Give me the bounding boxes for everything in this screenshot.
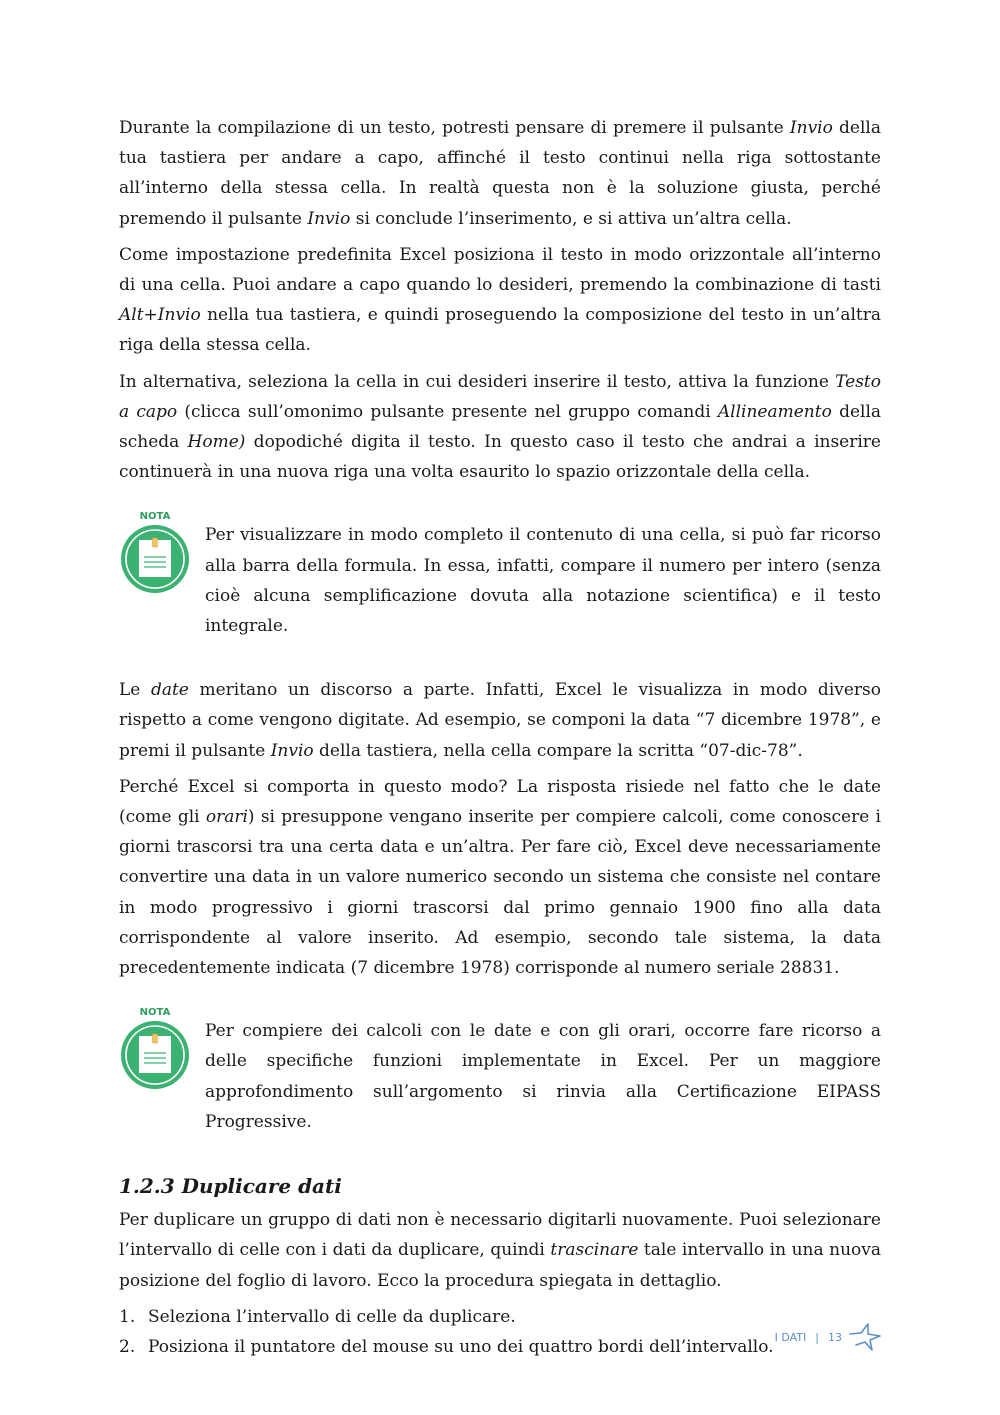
italic-term: Invio (307, 208, 351, 229)
note-text-1: Per visualizzare in modo completo il contenuto di una cella, si può far ricorso alla barra della formula. In essa, infatti, compare il numero per intero (senza cioè alcuna semplificazione dovuta alla notazione scientifica) e il testo integrale. (205, 525, 881, 637)
list-item (119, 1302, 881, 1332)
paragraph-2: Come impostazione predefinita Excel posiziona il testo in modo orizzontale all’interno di una cella. Puoi andare a capo quando lo desideri, premendo la combinazione di tasti Alt+Invio nella tua tastiera, e quindi proseguendo la composizione del testo in un’altra riga della stessa cella. (119, 244, 881, 356)
italic-term: trascinare (550, 1240, 639, 1261)
paragraph-3: In alternativa, seleziona la cella in cui desideri inserire il testo, attiva la funzione Testo a capo (clicca sull’omonimo pulsante presente nel gruppo comandi Allineamento della scheda Home) dopodiché digita il testo. In questo caso il testo che andrai a inserire continuerà in una nuova riga una volta esaurito lo spazio orizzontale della cella. (119, 371, 882, 483)
note-label: NOTA (139, 511, 171, 523)
page-number: 13 (828, 1330, 842, 1344)
italic-term: Invio (270, 740, 314, 761)
note-icon (119, 506, 191, 598)
italic-term: date (150, 680, 189, 701)
step-text: Seleziona l’intervallo di celle da duplicare. (148, 1306, 516, 1327)
note-box-2 (119, 1007, 881, 1137)
note-box-1 (119, 511, 881, 641)
italic-term: Invio (789, 118, 833, 138)
step-text: Posiziona il puntatore del mouse su uno dei quattro bordi dell’intervallo. (148, 1336, 774, 1357)
italic-term: Allineamento (717, 401, 832, 422)
section-heading: 1.2.3 Duplicare dati (119, 1174, 342, 1199)
page-content (119, 113, 881, 1362)
list-item (119, 1332, 881, 1362)
italic-term: Alt+Invio (119, 305, 201, 326)
note-icon (119, 1002, 191, 1094)
paragraph-5: Perché Excel si comporta in questo modo? La risposta risiede nel fatto che le date (come gli orari) si presuppone vengano inserite per compiere calcoli, come conoscere i giorni trascorsi tra una certa data e un’altra. Per fare ciò, Excel deve necessariamente convertire una data in un valore numerico secondo un sistema che consiste nel contare in modo progressivo i giorni trascorsi dal primo gennaio 1900 fino alla data corrispondente al valore inserito. Ad esempio, secondo tale sistema, la data precedentemente indicata (7 dicembre 1978) corrisponde al numero seriale 28831. (119, 776, 881, 979)
step-number: 1. (119, 1306, 136, 1327)
italic-term: Testo a capo (119, 371, 881, 422)
footer-separator: | (815, 1330, 819, 1344)
note-label: NOTA (139, 1007, 171, 1019)
paragraph-6: Per duplicare un gruppo di dati non è necessario digitarli nuovamente. Puoi selezionare l’intervallo di celle con i dati da duplicare, quindi trascinare tale intervallo in una nuova posizione del foglio di lavoro. Ecco la procedura spiegata in dettaglio. (119, 1210, 881, 1291)
page-footer (775, 1322, 882, 1352)
italic-term: orari (205, 807, 248, 828)
note-text-2: Per compiere dei calcoli con le date e con gli orari, occorre fare ricorso a delle specifiche funzioni implementate in Excel. Per un maggiore approfondimento sull’argomento si rinvia alla Certificazione EIPASS Progressive. (205, 1021, 881, 1132)
italic-term: Home) (187, 432, 246, 453)
step-number: 2. (119, 1336, 136, 1357)
footer-section: I DATI (774, 1330, 807, 1344)
paragraph-4: Le date meritano un discorso a parte. Infatti, Excel le visualizza in modo diverso rispetto a come vengono digitate. Ad esempio, se componi la data “7 dicembre 1978”, e premi il pulsante Invio della tastiera, nella cella compare la scritta “07-dic-78”. (119, 680, 882, 761)
steps-list (119, 1302, 881, 1362)
star-logo-icon (848, 1322, 882, 1352)
paragraph-1: Durante la compilazione di un testo, potresti pensare di premere il pulsante Invio della tua tastiera per andare a capo, affinché il testo continui nella riga sottostante all’interno della stessa cella. In realtà questa non è la soluzione giusta, perché premendo il pulsante Invio si conclude l’inserimento, e si attiva un’altra cella. (119, 118, 882, 229)
